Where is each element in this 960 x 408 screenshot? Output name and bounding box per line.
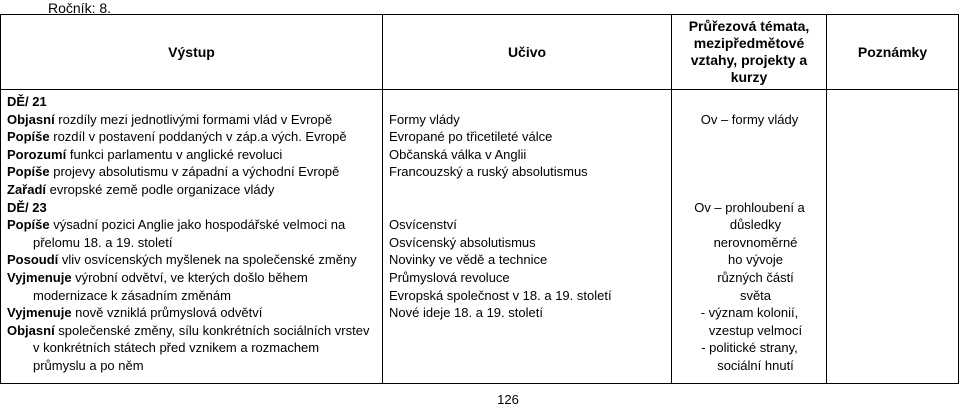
cross-topic-item: světa bbox=[739, 287, 772, 303]
poznamky-cell bbox=[827, 90, 959, 384]
cross-topic-item: Ov – formy vlády bbox=[700, 111, 799, 127]
grade-label: Ročník: 8. bbox=[48, 0, 112, 16]
cross-topic-item: vzestup velmocí bbox=[708, 322, 803, 338]
outcome-line: Vyjmenuje nově vzniklá průmyslová odvětví bbox=[7, 305, 263, 321]
code-de23: DĚ/ 23 bbox=[7, 199, 47, 215]
cross-topic-item: - význam kolonií, bbox=[700, 305, 799, 321]
outcome-line: Porozumí funkci parlamentu v anglické revoluci bbox=[7, 146, 283, 162]
ucivo-item: Osvícenský absolutismus bbox=[389, 234, 536, 250]
outcome-line: Zařadí evropské země podle organizace vlády bbox=[7, 181, 275, 197]
column-header-prurezova: Průřezová témata, mezipředmětové vztahy, projekty a kurzy bbox=[672, 15, 827, 90]
outcome-continuation: v konkrétních státech před vznikem a rozmachem bbox=[33, 340, 320, 356]
vystup-cell bbox=[1, 90, 383, 384]
code-de21: DĚ/ 21 bbox=[7, 94, 47, 109]
ucivo-item: Francouzský a ruský absolutismus bbox=[389, 164, 588, 180]
column-header-vystup: Výstup bbox=[1, 15, 383, 90]
table-header-row bbox=[1, 15, 959, 90]
ucivo-item: Nové ideje 18. a 19. století bbox=[389, 305, 543, 321]
ucivo-item: Průmyslová revoluce bbox=[389, 269, 510, 285]
ucivo-item: Evropané po třicetileté válce bbox=[389, 129, 553, 145]
ucivo-item: Osvícenství bbox=[389, 217, 457, 233]
cross-topic-item: ho vývoje bbox=[728, 252, 783, 268]
outcome-continuation: přelomu 18. a 19. století bbox=[33, 234, 173, 250]
prurezova-cell bbox=[672, 90, 827, 384]
ucivo-cell bbox=[383, 90, 672, 384]
page-number: 126 bbox=[497, 392, 519, 407]
ucivo-item: Občanská válka v Anglii bbox=[389, 146, 527, 162]
outcome-continuation: modernizace k zásadním změnám bbox=[33, 287, 231, 303]
cross-topic-item: nerovnoměrné bbox=[713, 234, 798, 250]
outcome-line: Posoudí vliv osvícenských myšlenek na společenské změny bbox=[7, 252, 357, 268]
outcome-continuation: průmyslu a po něm bbox=[33, 357, 144, 373]
cross-topic-item: Ov – prohloubení a bbox=[694, 199, 805, 215]
outcome-line: Vyjmenuje výrobní odvětví, ve kterých došlo během bbox=[7, 269, 308, 285]
cross-topic-item: různých částí bbox=[717, 269, 794, 285]
cross-topic-item: - politické strany, bbox=[701, 340, 798, 356]
column-header-ucivo: Učivo bbox=[383, 15, 672, 90]
outcome-line: Objasní společenské změny, sílu konkrétních sociálních vrstev bbox=[7, 322, 370, 338]
ucivo-item: Novinky ve vědě a technice bbox=[389, 252, 548, 268]
outcome-line: Objasní rozdíly mezi jednotlivými formami vlád v Evropě bbox=[7, 111, 333, 127]
cross-topic-item: sociální hnutí bbox=[717, 357, 794, 373]
outcome-line: Popíše projevy absolutismu v západní a východní Evropě bbox=[7, 164, 340, 180]
curriculum-table bbox=[0, 14, 959, 384]
cross-topic-item: důsledky bbox=[729, 217, 782, 233]
column-header-poznamky: Poznámky bbox=[827, 15, 959, 90]
outcome-line: Popíše výsadní pozici Anglie jako hospodářské velmoci na bbox=[7, 217, 346, 233]
outcome-line: Popíše rozdíl v postavení poddaných v záp.a vých. Evropě bbox=[7, 129, 347, 145]
table-row bbox=[1, 90, 959, 384]
ucivo-item: Formy vlády bbox=[389, 111, 460, 127]
ucivo-item: Evropská společnost v 18. a 19. století bbox=[389, 287, 612, 303]
